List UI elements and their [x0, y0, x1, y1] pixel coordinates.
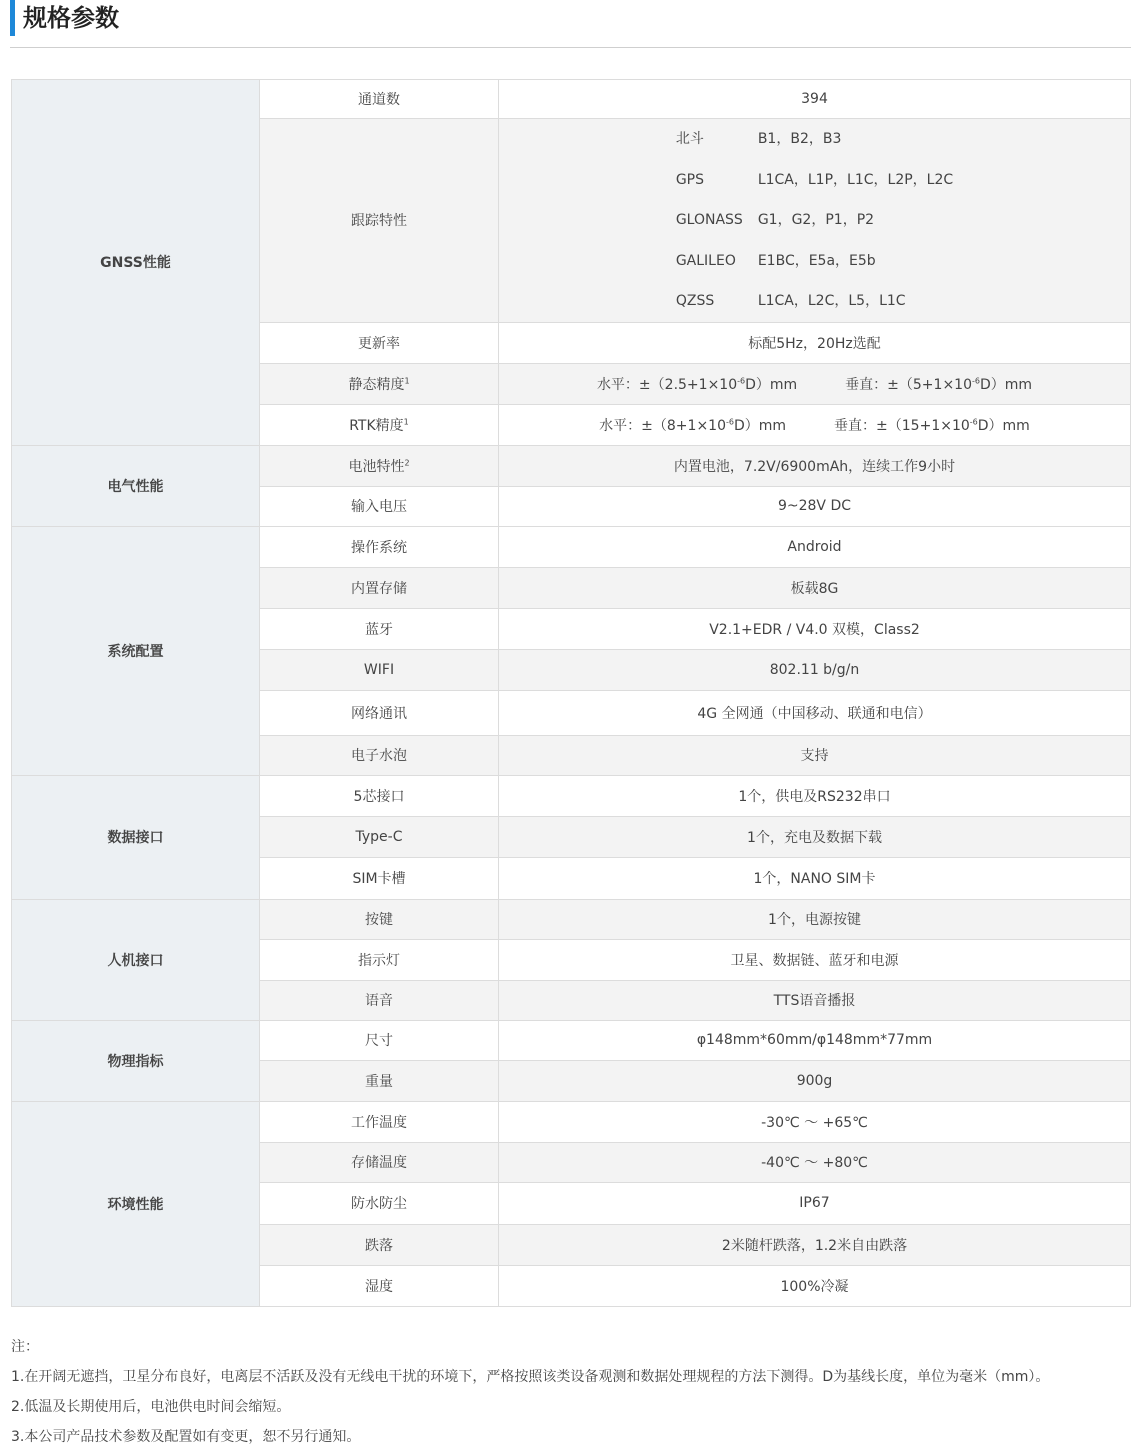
category-data-interface: 数据接口: [12, 775, 260, 899]
spec-label: 蓝牙: [260, 608, 499, 649]
accuracy-text: D）mm: [733, 417, 787, 434]
spec-value: 1个，NANO SIM卡: [499, 857, 1131, 899]
constellation-signals: L1CA，L2C，L5，L1C: [757, 293, 906, 310]
spec-label: 通道数: [260, 80, 499, 119]
footnote-1: 1.在开阔无遮挡，卫星分布良好，电离层不活跃及没有无线电干扰的环境下，严格按照该类设备观测和数据处理规程的方法下测得。D为基线长度，单位为毫米（mm）。: [11, 1369, 1050, 1385]
list-item: [676, 241, 953, 282]
constellation-name: GALILEO: [675, 252, 736, 269]
accuracy-text: 水平：±（2.5+1×10: [596, 376, 738, 393]
spec-value: 支持: [499, 735, 1131, 775]
category-electrical: 电气性能: [12, 445, 260, 526]
footnote-3: 3.本公司产品技术参数及配置如有变更，恕不另行通知。: [11, 1429, 361, 1445]
spec-value: 394: [499, 80, 1131, 119]
spec-value: 板载8G: [499, 567, 1131, 608]
spec-value: 1个，电源按键: [499, 899, 1131, 939]
spec-value: [499, 363, 1131, 404]
spec-value: 802.11 b/g/n: [499, 649, 1131, 690]
spec-label: 输入电压: [260, 486, 499, 526]
list-item: [676, 200, 953, 241]
spec-value: 900g: [499, 1060, 1131, 1101]
title-divider: [10, 47, 1131, 48]
spec-value: IP67: [499, 1182, 1131, 1224]
constellation-signals: E1BC，E5a，E5b: [757, 252, 876, 269]
spec-label: [260, 404, 499, 445]
spec-value: 标配5Hz，20Hz选配: [499, 322, 1131, 363]
constellation-name: GLONASS: [675, 212, 743, 229]
list-item: [676, 119, 953, 160]
spec-label: 操作系统: [260, 526, 499, 567]
spec-label: 5芯接口: [260, 775, 499, 816]
spec-label: 工作温度: [260, 1101, 499, 1142]
spec-label: 网络通讯: [260, 690, 499, 735]
spec-value: 2米随杆跌落，1.2米自由跌落: [499, 1224, 1131, 1265]
spec-label: 内置存储: [260, 567, 499, 608]
footnotes: [11, 1332, 1049, 1452]
tracking-list: [676, 119, 953, 322]
accuracy-text: D）mm: [745, 376, 798, 393]
list-item: [676, 160, 953, 201]
footnote-ref: 1: [404, 376, 410, 386]
table-row: [12, 899, 1131, 939]
spec-label: 电子水泡: [260, 735, 499, 775]
constellation-signals: L1CA，L1P，L1C，L2P，L2C: [757, 171, 954, 188]
spec-table: [11, 79, 1131, 1307]
spec-label: 湿度: [260, 1265, 499, 1306]
spec-label: Type-C: [260, 816, 499, 857]
spec-value: 100%冷凝: [499, 1265, 1131, 1306]
label-text: RTK精度: [349, 417, 404, 434]
constellation-name: GPS: [675, 171, 705, 188]
vertical-accuracy: [845, 377, 1032, 393]
spec-label: 指示灯: [260, 939, 499, 980]
constellation-name: QZSS: [675, 293, 715, 310]
spec-label: 尺寸: [260, 1020, 499, 1060]
accuracy-text: 垂直：±（15+1×10: [834, 417, 970, 434]
constellation-signals: G1，G2，P1，P2: [757, 212, 875, 229]
spec-value: 内置电池，7.2V/6900mAh，连续工作9小时: [499, 445, 1131, 486]
accuracy-text: 垂直：±（5+1×10: [845, 376, 972, 393]
accuracy-text: D）mm: [979, 376, 1033, 393]
section-title-bar: [10, 0, 119, 36]
spec-label: 重量: [260, 1060, 499, 1101]
horizontal-accuracy: [599, 418, 786, 434]
table-row: [12, 1020, 1131, 1060]
footnote-ref: 1: [403, 417, 409, 427]
table-row: [12, 775, 1131, 816]
exponent: -6: [737, 376, 746, 386]
list-item: [676, 281, 953, 322]
spec-label: 跟踪特性: [260, 119, 499, 323]
footnote-ref: 2: [404, 458, 410, 468]
spec-label: 语音: [260, 980, 499, 1020]
spec-label: SIM卡槽: [260, 857, 499, 899]
constellation-signals: B1，B2，B3: [757, 131, 842, 147]
table-row: [12, 526, 1131, 567]
exponent: -6: [726, 417, 734, 427]
category-gnss: GNSS性能: [12, 80, 260, 446]
spec-value: -40℃ ～ +80℃: [499, 1142, 1131, 1182]
spec-label: WIFI: [260, 649, 499, 690]
category-system: 系统配置: [12, 526, 260, 775]
spec-label: 防水防尘: [260, 1182, 499, 1224]
table-row: [12, 445, 1131, 486]
spec-label: 更新率: [260, 322, 499, 363]
spec-value: TTS语音播报: [499, 980, 1131, 1020]
spec-label: 跌落: [260, 1224, 499, 1265]
spec-value: -30℃ ～ +65℃: [499, 1101, 1131, 1142]
spec-value: [499, 404, 1131, 445]
category-hmi: 人机接口: [12, 899, 260, 1020]
constellation-name: 北斗: [675, 131, 704, 147]
table-row: [12, 80, 1131, 119]
page-title: 规格参数: [23, 4, 119, 32]
spec-value: 卫星、数据链、蓝牙和电源: [499, 939, 1131, 980]
category-physical: 物理指标: [12, 1020, 260, 1101]
spec-label: [260, 445, 499, 486]
spec-label: 按键: [260, 899, 499, 939]
exponent: -6: [969, 417, 978, 427]
tracking-value: [499, 119, 1131, 323]
spec-value: V2.1+EDR / V4.0 双模，Class2: [499, 608, 1131, 649]
horizontal-accuracy: [597, 377, 797, 393]
footnote-2: 2.低温及长期使用后，电池供电时间会缩短。: [11, 1399, 291, 1415]
spec-value: φ148mm*60mm/φ148mm*77mm: [499, 1020, 1131, 1060]
spec-label: 存储温度: [260, 1142, 499, 1182]
label-text: 电池特性: [348, 458, 405, 475]
table-row: [12, 1101, 1131, 1142]
category-environment: 环境性能: [12, 1101, 260, 1306]
spec-value: Android: [499, 526, 1131, 567]
exponent: -6: [972, 376, 980, 386]
label-text: 静态精度: [348, 376, 405, 393]
spec-value: 9~28V DC: [499, 486, 1131, 526]
accuracy-text: D）mm: [977, 417, 1030, 434]
notes-heading: 注：: [11, 1339, 39, 1355]
spec-value: 4G 全网通（中国移动、联通和电信）: [499, 690, 1131, 735]
spec-value: 1个，供电及RS232串口: [499, 775, 1131, 816]
vertical-accuracy: [834, 418, 1030, 434]
accuracy-text: 水平：±（8+1×10: [599, 417, 726, 434]
spec-value: 1个，充电及数据下载: [499, 816, 1131, 857]
spec-label: [260, 363, 499, 404]
